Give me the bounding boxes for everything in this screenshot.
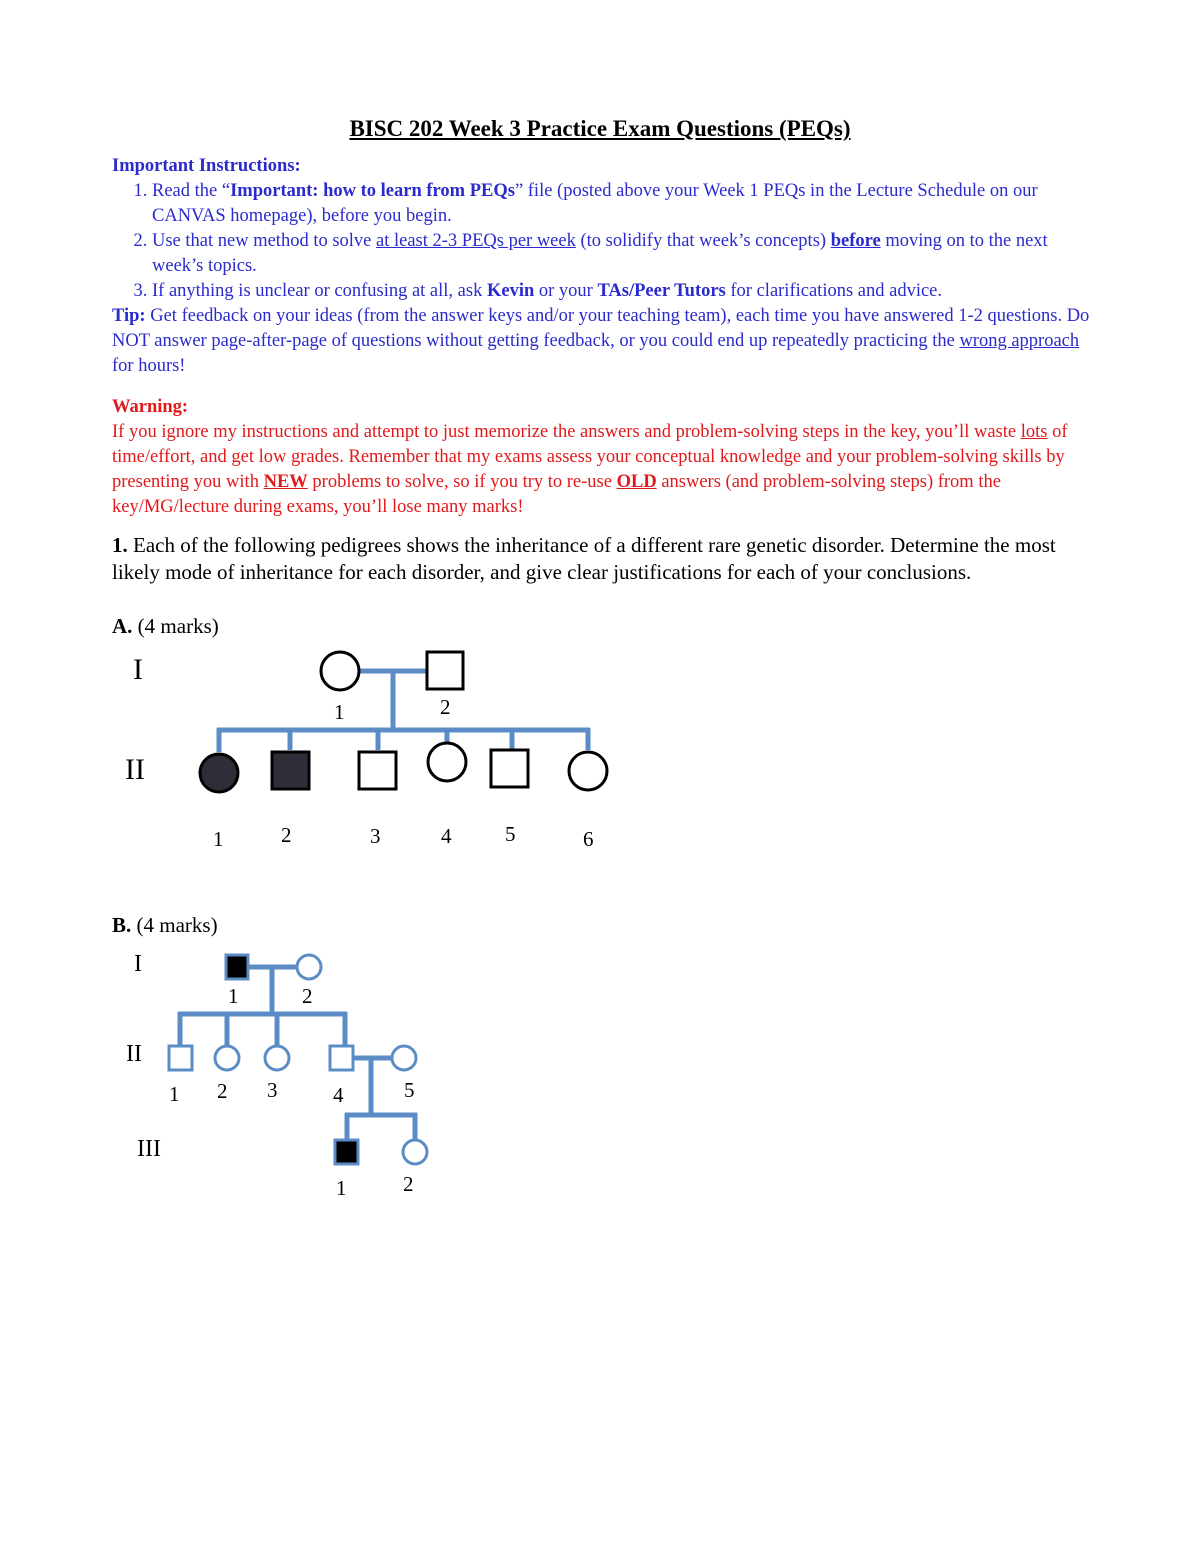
instruction-1-text-b: ” file (posted above your Week 1 PEQs in the Lecture Schedule on our CANVAS homepage), before you begin. [152,181,1038,226]
b-II-1-male [169,1046,192,1070]
b-II-5-female [392,1046,416,1070]
instruction-2-underline: at least 2-3 PEQs per week [376,231,576,251]
b-I-1-label: 1 [228,984,239,1008]
instruction-3-text-a: If anything is unclear or confusing at all, ask [152,281,487,301]
instruction-3-text-b: or your [534,281,598,301]
instruction-2-bold-underline: before [830,231,881,251]
pedigree-b-gen-III: III [137,1136,161,1162]
a-II-4-label: 4 [441,824,452,848]
pedigree-a-gen-I: I [133,653,143,686]
part-b-letter: B. [112,913,132,937]
tip-text-a: Get feedback on your ideas (from the answer keys and/or your teaching team), each time you have answered 1-2 questions. Do NOT answer page-after-page of questions without getting feedback, or you could end up repeatedly practicing the [112,306,1090,351]
part-a-letter: A. [112,614,133,638]
pedigree-b-lines [178,967,417,1140]
b-III-2-female [403,1140,427,1164]
warning-text-c: problems to solve, so if you try to re-use [307,472,617,492]
b-II-1-label: 1 [169,1082,180,1106]
warning-underline-lots: lots [1020,422,1048,442]
warning-bold-old: OLD [616,472,657,492]
b-II-4-male [330,1046,353,1070]
b-III-1-label: 1 [336,1176,347,1200]
instructions-heading: Important Instructions: [112,156,301,176]
a-I-1-label: 1 [334,700,345,724]
b-II-3-label: 3 [267,1078,278,1102]
tip-underline: wrong approach [959,331,1080,351]
tip-text-b: for hours! [112,356,186,376]
a-II-3-label: 3 [370,824,381,848]
b-I-2-label: 2 [302,984,313,1008]
warning-text-b: of time/effort, and get low grades. Remember that my exams assess your conceptual knowledge and your problem-solving skills by presenting you with [112,422,1068,492]
b-I-2-female [297,955,321,979]
question-number: 1. [112,533,128,557]
b-I-1-affected-male [226,955,248,979]
a-II-5-label: 5 [505,822,516,846]
instruction-2-text-b: (to solidify that week’s concepts) [575,231,831,251]
instruction-3-bold-kevin: Kevin [486,281,535,301]
pedigree-b-gen-I: I [134,951,142,977]
b-II-3-female [265,1046,289,1070]
instruction-2-text-a: Use that new method to solve [152,231,377,251]
part-a-marks: (4 marks) [137,614,219,638]
instruction-1-text-a: Read the “ [152,181,231,201]
tip-label: Tip: [112,306,146,326]
pedigree-a-gen-II: II [125,753,145,786]
instruction-2-text-c: moving on to the next week’s topics. [152,231,1048,276]
b-II-2-female [215,1046,239,1070]
b-II-5-label: 5 [404,1078,415,1102]
b-II-4-label: 4 [333,1083,344,1107]
a-II-2-label: 2 [281,823,292,847]
instruction-1-bold: Important: how to learn from PEQs [230,181,515,201]
a-II-6-label: 6 [583,827,594,851]
a-II-1-label: 1 [213,827,224,851]
warning-text-d: answers (and problem-solving steps) from the key/MG/lecture during exams, you’ll lose many marks! [112,472,1001,517]
page-title: BISC 202 Week 3 Practice Exam Questions (PEQs) [349,116,851,141]
instruction-3-text-c: for clarifications and advice. [725,281,943,301]
instruction-3-bold-tas: TAs/Peer Tutors [597,281,726,301]
warning-heading: Warning: [112,397,189,417]
question-text: Each of the following pedigrees shows the inheritance of a different rare genetic disorder. Determine the most likely mode of inheritance for each disorder, and give clear justifications for each of your conclusions. [112,533,1056,584]
part-b-marks: (4 marks) [136,913,218,937]
warning-text-a: If you ignore my instructions and attempt to just memorize the answers and problem-solving steps in the key, you’ll waste [112,422,1021,442]
b-II-2-label: 2 [217,1079,228,1103]
warning-bold-new: NEW [263,472,308,492]
b-III-2-label: 2 [403,1172,414,1196]
pedigree-b-gen-II: II [126,1041,142,1067]
b-III-1-affected-male [335,1140,358,1164]
a-I-2-label: 2 [440,695,451,719]
